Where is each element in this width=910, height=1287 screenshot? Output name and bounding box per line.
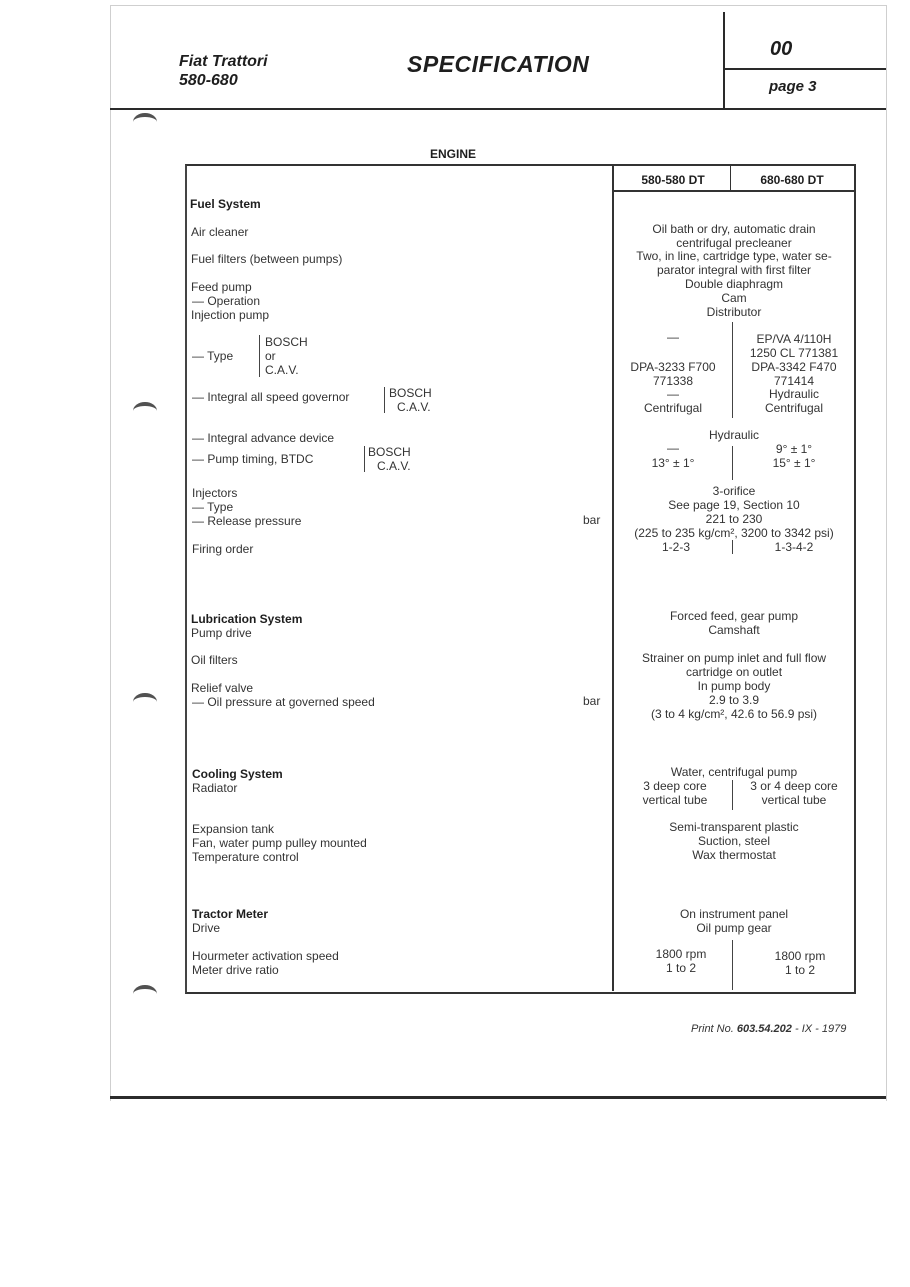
header-divider-vertical — [723, 12, 725, 108]
drive-value: Oil pump gear — [696, 921, 772, 935]
brand-name: Fiat Trattori — [179, 53, 268, 70]
release-pressure-value: 221 to 230 — [705, 512, 763, 526]
governor-label: — Integral all speed governor — [192, 390, 350, 404]
document-title: SPECIFICATION — [407, 51, 590, 77]
brace-icon — [259, 335, 260, 377]
column-header-680: 680-680 DT — [760, 173, 824, 187]
drive-ratio-680: 1 to 2 — [784, 963, 816, 977]
fuel-filters-value-2: parator integral with first filter — [656, 263, 812, 277]
radiator-680: 3 or 4 deep core — [750, 779, 838, 793]
cooling-system-heading: Cooling System — [192, 767, 283, 781]
activation-speed-580: 1800 rpm — [655, 947, 707, 961]
section-title: ENGINE — [430, 147, 477, 161]
advance-device-label: — Integral advance device — [192, 431, 335, 445]
drive-ratio-label: Meter drive ratio — [192, 963, 279, 977]
activation-speed-680: 1800 rpm — [774, 949, 826, 963]
operation-label: — Operation — [192, 294, 261, 308]
cooling-type-value: Water, centrifugal pump — [670, 765, 798, 779]
brand-models: 580-680 — [179, 72, 238, 89]
type-680-bosch: EP/VA 4/110H — [756, 332, 832, 346]
lubrication-system-heading: Lubrication System — [191, 612, 303, 626]
binder-hole-icon — [133, 113, 157, 131]
binder-hole-icon — [133, 402, 157, 420]
feed-pump-value: Double diaphragm — [684, 277, 784, 291]
firing-order-label: Firing order — [192, 542, 254, 556]
expansion-tank-label: Expansion tank — [192, 822, 275, 836]
relief-valve-label: Relief valve — [191, 681, 254, 695]
type-680-bosch-code: 1250 CL 771381 — [749, 346, 839, 360]
governor-580-cav: Centrifugal — [643, 401, 703, 415]
temperature-control-label: Temperature control — [192, 850, 299, 864]
release-pressure-note: (225 to 235 kg/cm², 3200 to 3342 psi) — [634, 526, 834, 540]
print-suffix: - IX - 1979 — [794, 1023, 847, 1035]
brace-icon — [364, 446, 365, 472]
feed-pump-label: Feed pump — [191, 280, 252, 294]
governor-580-bosch: — — [667, 387, 679, 401]
type-580-cav: DPA-3233 F700 — [630, 360, 716, 374]
pump-drive-label: Pump drive — [191, 626, 252, 640]
oil-pressure-note: (3 to 4 kg/cm², 42.6 to 56.9 psi) — [650, 707, 818, 721]
page-bottom-edge — [110, 1096, 886, 1099]
lubrication-type-value: Forced feed, gear pump — [669, 609, 799, 623]
oil-filters-value: Strainer on pump inlet and full flow — [641, 651, 827, 665]
relief-valve-value: In pump body — [697, 679, 771, 693]
oil-filters-label: Oil filters — [191, 653, 238, 667]
header-rule — [110, 108, 886, 110]
injector-type-value: See page 19, Section 10 — [668, 498, 800, 512]
binder-hole-icon — [133, 985, 157, 1003]
tractor-meter-location: On instrument panel — [679, 907, 789, 921]
type-bosch: BOSCH — [265, 335, 308, 349]
table-header-rule — [612, 190, 854, 192]
release-pressure-label: — Release pressure — [192, 514, 302, 528]
injector-type-label: — Type — [192, 500, 234, 514]
drive-ratio-580: 1 to 2 — [665, 961, 697, 975]
timing-680-bosch: 9° ± 1° — [775, 442, 813, 456]
firing-order-580: 1-2-3 — [661, 540, 690, 554]
page-number: page 3 — [769, 78, 817, 95]
print-code: 603.54.202 — [736, 1023, 792, 1035]
fuel-filters-value: Two, in line, cartridge type, water se- — [636, 249, 832, 263]
print-prefix: Print No. — [691, 1023, 734, 1035]
injectors-label: Injectors — [192, 486, 238, 500]
type-680-cav-code: 771414 — [773, 374, 815, 388]
type-580-cav-code: 771338 — [652, 374, 694, 388]
type-580-bosch: — — [667, 330, 679, 344]
timing-580-bosch: — — [667, 441, 679, 455]
air-cleaner-value: Oil bath or dry, automatic drain — [652, 222, 816, 236]
pump-type-label: — Type — [192, 349, 234, 363]
radiator-580-2: vertical tube — [642, 793, 708, 807]
fuel-system-heading: Fuel System — [190, 197, 261, 211]
brace-icon — [384, 387, 385, 413]
firing-order-680: 1-3-4-2 — [774, 540, 814, 554]
air-cleaner-label: Air cleaner — [191, 225, 249, 239]
type-or: or — [265, 349, 276, 363]
timing-680-cav: 15° ± 1° — [772, 456, 816, 470]
timing-bosch: BOSCH — [368, 445, 411, 459]
type-680-cav: DPA-3342 F470 — [751, 360, 837, 374]
activation-speed-label: Hourmeter activation speed — [192, 949, 339, 963]
timing-580-cav: 13° ± 1° — [651, 456, 695, 470]
fan-label: Fan, water pump pulley mounted — [192, 836, 367, 850]
release-pressure-unit: bar — [583, 513, 601, 527]
value-column-divider — [732, 446, 733, 480]
oil-pressure-value: 2.9 to 3.9 — [708, 693, 760, 707]
pump-drive-value: Camshaft — [708, 623, 760, 637]
injection-pump-label: Injection pump — [191, 308, 270, 322]
oil-pressure-label: — Oil pressure at governed speed — [192, 695, 375, 709]
binder-hole-icon — [133, 693, 157, 711]
radiator-label: Radiator — [192, 781, 238, 795]
air-cleaner-value-2: centrifugal precleaner — [676, 236, 792, 250]
type-cav: C.A.V. — [265, 363, 299, 377]
governor-cav: C.A.V. — [397, 400, 431, 414]
injectors-value: 3-orifice — [712, 484, 756, 498]
drive-label: Drive — [192, 921, 221, 935]
operation-value: Cam — [721, 291, 747, 305]
fuel-filters-label: Fuel filters (between pumps) — [191, 252, 343, 266]
governor-bosch: BOSCH — [389, 386, 432, 400]
radiator-680-2: vertical tube — [761, 793, 827, 807]
fan-value: Suction, steel — [697, 834, 771, 848]
header-divider-horizontal — [724, 68, 886, 70]
governor-680-bosch: Hydraulic — [768, 387, 819, 401]
governor-680-cav: Centrifugal — [764, 401, 824, 415]
oil-pressure-unit: bar — [583, 694, 601, 708]
timing-cav: C.A.V. — [377, 459, 411, 473]
radiator-580: 3 deep core — [643, 779, 707, 793]
injection-pump-value: Distributor — [706, 305, 762, 319]
print-number — [691, 1023, 846, 1035]
expansion-tank-value: Semi-transparent plastic — [669, 820, 799, 834]
section-number: 00 — [770, 38, 793, 60]
advance-device-value: Hydraulic — [708, 428, 759, 442]
tractor-meter-heading: Tractor Meter — [192, 907, 269, 921]
oil-filters-value-2: cartridge on outlet — [685, 665, 783, 679]
column-header-580: 580-580 DT — [641, 173, 705, 187]
value-column-divider — [732, 322, 733, 418]
brand — [179, 52, 268, 90]
pump-timing-label: — Pump timing, BTDC — [192, 452, 314, 466]
temperature-control-value: Wax thermostat — [692, 848, 776, 862]
